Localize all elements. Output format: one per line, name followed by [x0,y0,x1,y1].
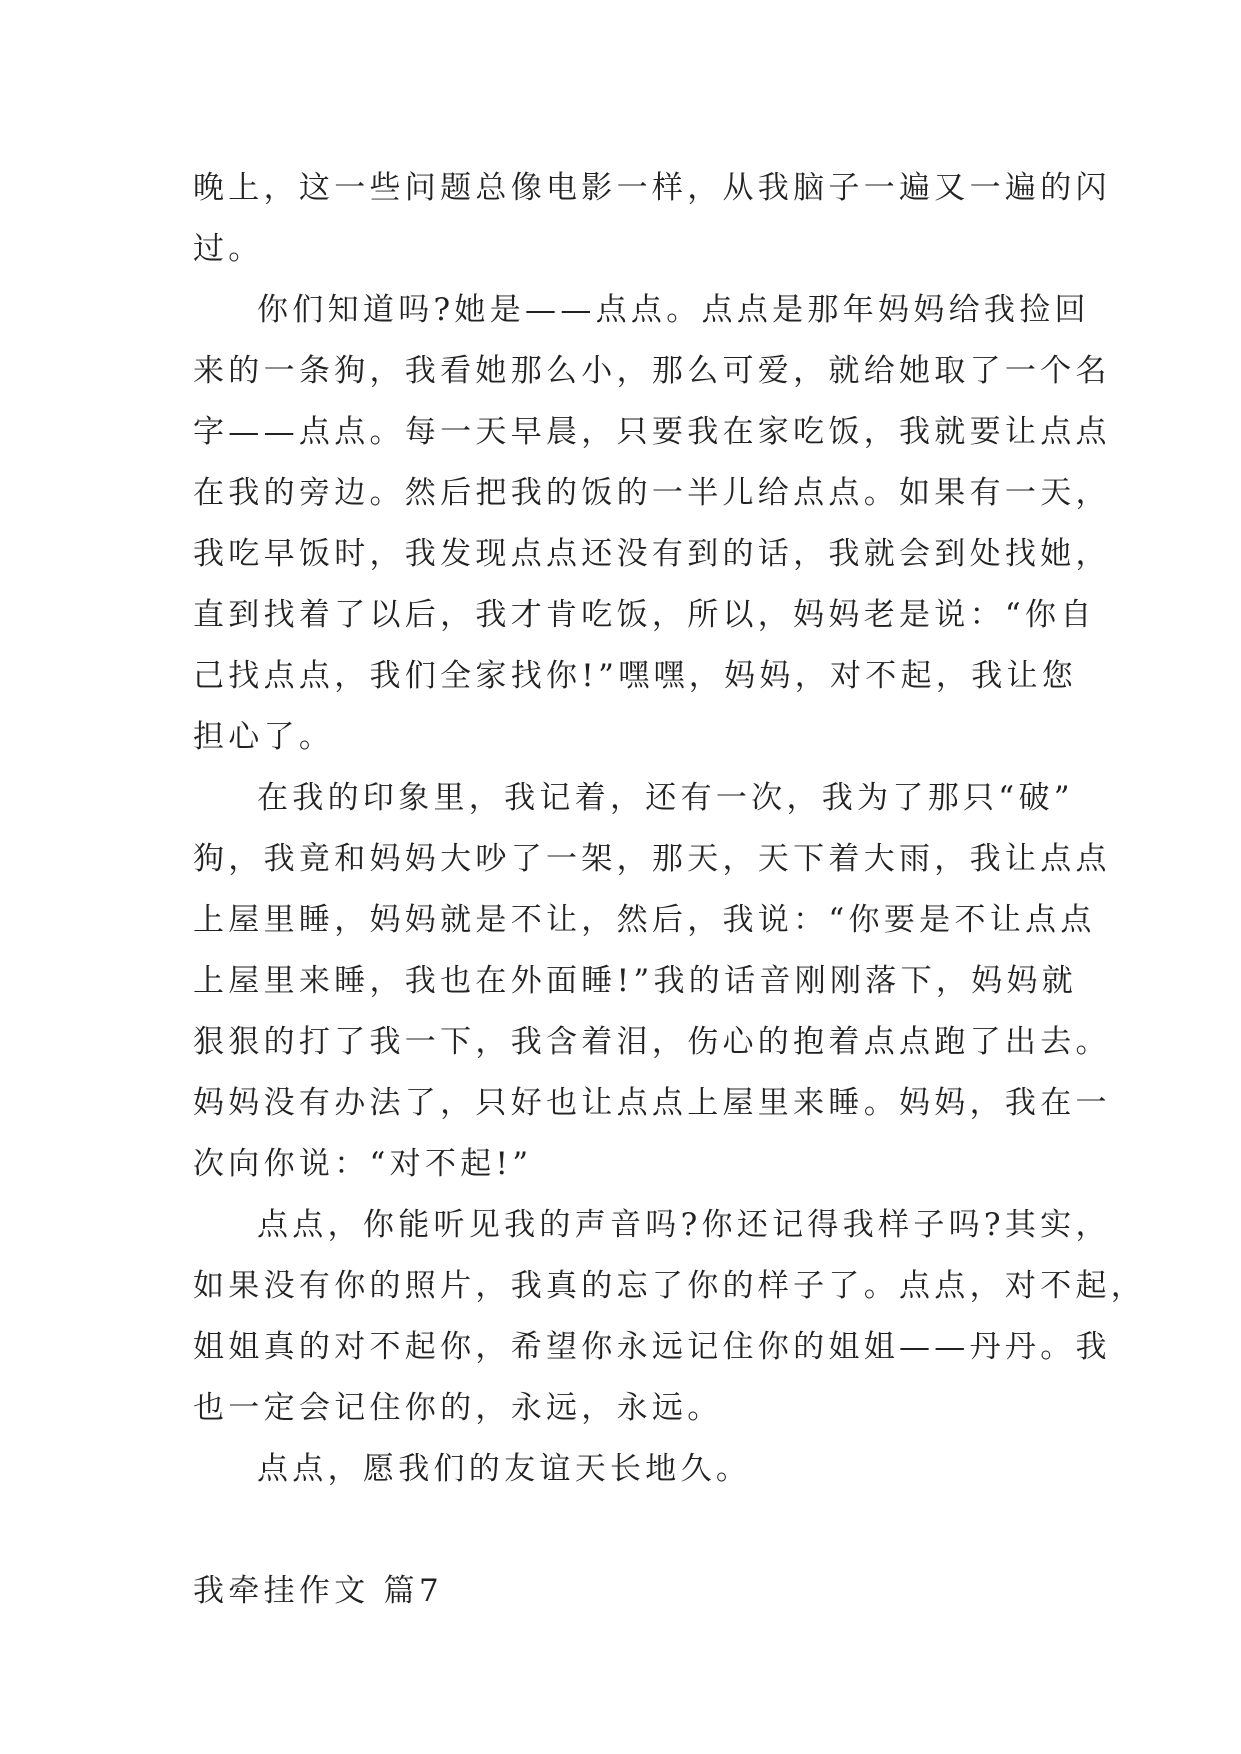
text-line: 点点，愿我们的友谊天长地久。 [257,1451,752,1487]
text-line: 如果没有你的照片，我真的忘了你的样子了。点点，对不起， [193,1268,1147,1304]
text-line: 在我的印象里，我记着，还有一次，我为了那只“破” [257,780,1074,816]
text-line: 狗，我竟和妈妈大吵了一架，那天，天下着大雨，我让点点 [193,841,1111,877]
text-line: 字——点点。每一天早晨，只要我在家吃饭，我就要让点点 [193,414,1111,450]
text-line: 己找点点，我们全家找你!”嘿嘿，妈妈，对不起，我让您 [193,658,1078,694]
text-line: 担心了。 [193,719,335,755]
paragraph [193,158,1111,280]
text-line: 我吃早饭时，我发现点点还没有到的话，我就会到处找她， [193,536,1111,572]
text-line: 点点，你能听见我的声音吗?你还记得我样子吗?其实， [257,1207,1111,1243]
text-line: 妈妈没有办法了，只好也让点点上屋里来睡。妈妈，我在一 [193,1085,1111,1121]
text-line: 狠狠的打了我一下，我含着泪，伤心的抱着点点跑了出去。 [193,1024,1111,1060]
paragraph [193,1439,1059,1500]
text-line: 次向你说：“对不起!” [193,1146,533,1182]
paragraph [193,768,1111,1195]
paragraph [193,1195,1147,1439]
text-line: 你们知道吗?她是——点点。点点是那年妈妈给我捡回 [257,292,1090,328]
text-line: 来的一条狗，我看她那么小，那么可爱，就给她取了一个名 [193,353,1111,389]
text-line: 在我的旁边。然后把我的饭的一半儿给点点。如果有一天， [193,475,1111,511]
text-line: 也一定会记住你的，永远，永远。 [193,1390,723,1426]
text-line: 上屋里睡，妈妈就是不让，然后，我说：“你要是不让点点 [193,902,1096,938]
text-line: 晚上，这一些问题总像电影一样，从我脑子一遍又一遍的闪 [193,170,1111,206]
text-line: 过。 [193,231,264,267]
section-heading: 我牵挂作文 篇7 [193,1573,443,1609]
spacer [193,1500,1059,1561]
text-line: 直到找着了以后，我才肯吃饭，所以，妈妈老是说：“你自 [193,597,1096,633]
paragraph [193,280,1111,768]
text-line: 上屋里来睡，我也在外面睡!”我的话音刚刚落下，妈妈就 [193,963,1078,999]
document-body [193,158,1147,1622]
text-line: 姐姐真的对不起你，希望你永远记住你的姐姐——丹丹。我 [193,1329,1111,1365]
